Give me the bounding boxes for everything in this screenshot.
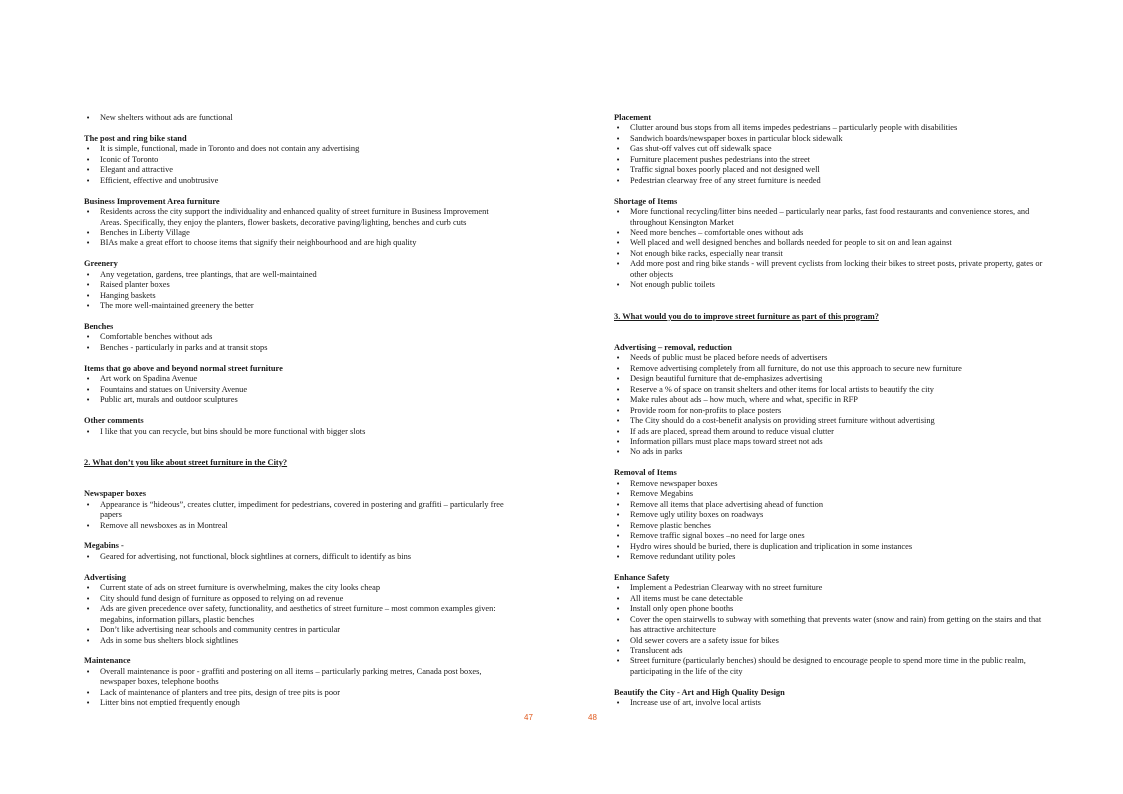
bullet-list — [84, 144, 509, 186]
section-shortage-of-items — [614, 197, 1044, 291]
list-item: • Remove advertising completely from all furniture, do not use this approach to secure new furniture — [614, 364, 1044, 374]
question-section — [614, 312, 1044, 322]
list-item: • Appearance is “hideous”, creates clutter, impediment for pedestrians, covered in postering and graffiti – particularly free papers — [84, 500, 509, 521]
list-item: • Art work on Spadina Avenue — [84, 374, 509, 384]
list-item: • Geared for advertising, not functional, block sightlines at corners, difficult to identify as bins — [84, 552, 509, 562]
section-other-comments — [84, 416, 509, 437]
list-item: • Add more post and ring bike stands - will prevent cyclists from locking their bikes to street posts, private property, gates or other objects — [614, 259, 1044, 280]
list-item: • Traffic signal boxes poorly placed and not designed well — [614, 165, 1044, 175]
section-greenery — [84, 259, 509, 311]
list-item: • Benches in Liberty Village — [84, 228, 509, 238]
list-item: • If ads are placed, spread them around to reduce visual clutter — [614, 427, 1044, 437]
section-the-post-and-ring-bike-stand — [84, 134, 509, 186]
list-item: • Clutter around bus stops from all items impedes pedestrians – particularly people with disabilities — [614, 123, 1044, 133]
list-item: • Old sewer covers are a safety issue for bikes — [614, 636, 1044, 646]
list-item: • Fountains and statues on University Avenue — [84, 385, 509, 395]
list-item: • Reserve a % of space on transit shelters and other items for local artists to beautify the city — [614, 385, 1044, 395]
list-item: • All items must be cane detectable — [614, 594, 1044, 604]
list-item: • Remove all newsboxes as in Montreal — [84, 521, 509, 531]
section-heading: The post and ring bike stand — [84, 133, 187, 143]
section-heading: Newspaper boxes — [84, 489, 146, 499]
list-item: • Public art, murals and outdoor sculptures — [84, 395, 509, 405]
section-placement — [614, 113, 1044, 186]
bullet-list — [84, 374, 509, 405]
list-item: • Remove Megabins — [614, 489, 1044, 499]
list-item: • Not enough public toilets — [614, 280, 1044, 290]
question-heading: 3. What would you do to improve street furniture as part of this program? — [614, 311, 879, 321]
section-heading: Business Improvement Area furniture — [84, 196, 220, 206]
section-heading: Removal of Items — [614, 468, 677, 478]
section-heading: Beautify the City - Art and High Quality Design — [614, 687, 785, 697]
bullet-list — [84, 500, 509, 531]
list-item: • Gas shut-off valves cut off sidewalk space — [614, 144, 1044, 154]
list-item: • Increase use of art, involve local artists — [614, 698, 1044, 708]
list-item: • Ads are given precedence over safety, functionality, and aesthetics of street furniture – most common examples given: megabins, information pillars, plastic benches — [84, 604, 509, 625]
list-item: • The more well-maintained greenery the better — [84, 301, 509, 311]
bullet-list — [84, 270, 509, 312]
section-newspaper-boxes — [84, 489, 509, 531]
bullet-list — [84, 332, 509, 353]
bullet-list — [614, 353, 1044, 458]
list-item: • Residents across the city support the individuality and enhanced quality of street furniture in Business Improvement Areas. Specifically, they enjoy the planters, flower baskets, decorative paving/lighting, benches and curb cuts — [84, 207, 509, 228]
bullet-list — [84, 113, 509, 123]
list-item: • Any vegetation, gardens, tree plantings, that are well-maintained — [84, 270, 509, 280]
bullet-list — [614, 698, 1044, 708]
list-item: • Cover the open stairwells to subway with something that prevents water (snow and rain) from getting on the stairs and that has attractive architecture — [614, 615, 1044, 636]
list-item: • Remove newspaper boxes — [614, 479, 1044, 489]
list-item: • Raised planter boxes — [84, 280, 509, 290]
section-heading: Advertising — [84, 572, 126, 582]
bullet-list — [84, 427, 509, 437]
bullet-list — [614, 207, 1044, 291]
list-item: • Overall maintenance is poor - graffiti and postering on all items – particularly parking metres, Canada post boxes, newspaper boxes, telephone booths — [84, 667, 509, 688]
page-number-right: 48 — [588, 713, 597, 722]
list-item: • Litter bins not emptied frequently enough — [84, 698, 509, 708]
section-items-that-go-above-and-beyond-normal-st — [84, 364, 509, 406]
section-enhance-safety — [614, 573, 1044, 678]
section-heading: Maintenance — [84, 656, 131, 666]
list-item: • Street furniture (particularly benches) should be designed to encourage people to spend more time in the public realm, participating in the life of the city — [614, 656, 1044, 677]
section-maintenance — [84, 656, 509, 708]
list-item: • Elegant and attractive — [84, 165, 509, 175]
section-heading: Megabins - — [84, 541, 124, 551]
list-item: • Hydro wires should be buried, there is duplication and triplication in some instances — [614, 542, 1044, 552]
bullet-list — [614, 123, 1044, 186]
list-item: • Lack of maintenance of planters and tree pits, design of tree pits is poor — [84, 688, 509, 698]
list-item: • BIAs make a great effort to choose items that signify their neighbourhood and are high quality — [84, 238, 509, 248]
section-removal-of-items — [614, 468, 1044, 562]
list-item: • Needs of public must be placed before needs of advertisers — [614, 353, 1044, 363]
list-item: • Remove plastic benches — [614, 521, 1044, 531]
section-heading: Greenery — [84, 259, 118, 269]
section-advertising-removal-reduction — [614, 343, 1044, 458]
list-item: • It is simple, functional, made in Toronto and does not contain any advertising — [84, 144, 509, 154]
right-page-content — [614, 113, 1044, 709]
list-item: • Current state of ads on street furniture is overwhelming, makes the city looks cheap — [84, 583, 509, 593]
list-item: • Don’t like advertising near schools and community centres in particular — [84, 625, 509, 635]
section-continued — [84, 113, 509, 123]
list-item: • Iconic of Toronto — [84, 155, 509, 165]
bullet-list — [84, 583, 509, 646]
bullet-list — [84, 667, 509, 709]
bullet-list — [84, 207, 509, 249]
question-heading: 2. What don’t you like about street furniture in the City? — [84, 457, 288, 467]
list-item: • Need more benches – comfortable ones without ads — [614, 228, 1044, 238]
section-business-improvement-area-furniture — [84, 197, 509, 249]
list-item: • Install only open phone booths — [614, 604, 1044, 614]
section-advertising — [84, 573, 509, 646]
bullet-list — [614, 583, 1044, 677]
list-item: • City should fund design of furniture as opposed to relying on ad revenue — [84, 594, 509, 604]
list-item: • Benches - particularly in parks and at transit stops — [84, 343, 509, 353]
bullet-list — [84, 552, 509, 562]
list-item: • Remove traffic signal boxes –no need for large ones — [614, 531, 1044, 541]
list-item: • More functional recycling/litter bins needed – particularly near parks, fast food restaurants and convenience stores, and throughout Kensington Market — [614, 207, 1044, 228]
list-item: • Design beautiful furniture that de-emphasizes advertising — [614, 374, 1044, 384]
list-item: • Not enough bike racks, especially near transit — [614, 249, 1044, 259]
list-item: • Sandwich boards/newspaper boxes in particular block sidewalk — [614, 134, 1044, 144]
list-item: • Remove ugly utility boxes on roadways — [614, 510, 1044, 520]
section-benches — [84, 322, 509, 353]
list-item: • No ads in parks — [614, 447, 1044, 457]
list-item: • Ads in some bus shelters block sightlines — [84, 636, 509, 646]
list-item: • Make rules about ads – how much, where and what, specific in RFP — [614, 395, 1044, 405]
section-heading: Benches — [84, 322, 114, 331]
section-beautify-the-city-art-and-high-quality-d — [614, 688, 1044, 709]
list-item: • The City should do a cost-benefit analysis on providing street furniture without advertising — [614, 416, 1044, 426]
list-item: • Pedestrian clearway free of any street furniture is needed — [614, 176, 1044, 186]
list-item: • I like that you can recycle, but bins should be more functional with bigger slots — [84, 427, 509, 437]
page-number-left: 47 — [524, 713, 533, 722]
list-item: • Furniture placement pushes pedestrians into the street — [614, 155, 1044, 165]
list-item: • Information pillars must place maps toward street not ads — [614, 437, 1044, 447]
list-item: • Implement a Pedestrian Clearway with no street furniture — [614, 583, 1044, 593]
section-heading: Placement — [614, 113, 652, 122]
list-item: • New shelters without ads are functional — [84, 113, 509, 123]
list-item: • Hanging baskets — [84, 291, 509, 301]
list-item: • Comfortable benches without ads — [84, 332, 509, 342]
section-heading: Advertising – removal, reduction — [614, 342, 732, 352]
bullet-list — [614, 479, 1044, 563]
question-section — [84, 458, 509, 468]
list-item: • Remove redundant utility poles — [614, 552, 1044, 562]
list-item: • Remove all items that place advertising ahead of function — [614, 500, 1044, 510]
left-page-content — [84, 113, 509, 709]
section-heading: Items that go above and beyond normal street furniture — [84, 363, 283, 373]
list-item: • Well placed and well designed benches and bollards needed for people to sit on and lean against — [614, 238, 1044, 248]
section-heading: Shortage of Items — [614, 196, 678, 206]
list-item: • Translucent ads — [614, 646, 1044, 656]
list-item: • Provide room for non-profits to place posters — [614, 406, 1044, 416]
section-heading: Enhance Safety — [614, 572, 670, 582]
list-item: • Efficient, effective and unobtrusive — [84, 176, 509, 186]
section-megabins — [84, 541, 509, 562]
section-heading: Other comments — [84, 416, 144, 426]
